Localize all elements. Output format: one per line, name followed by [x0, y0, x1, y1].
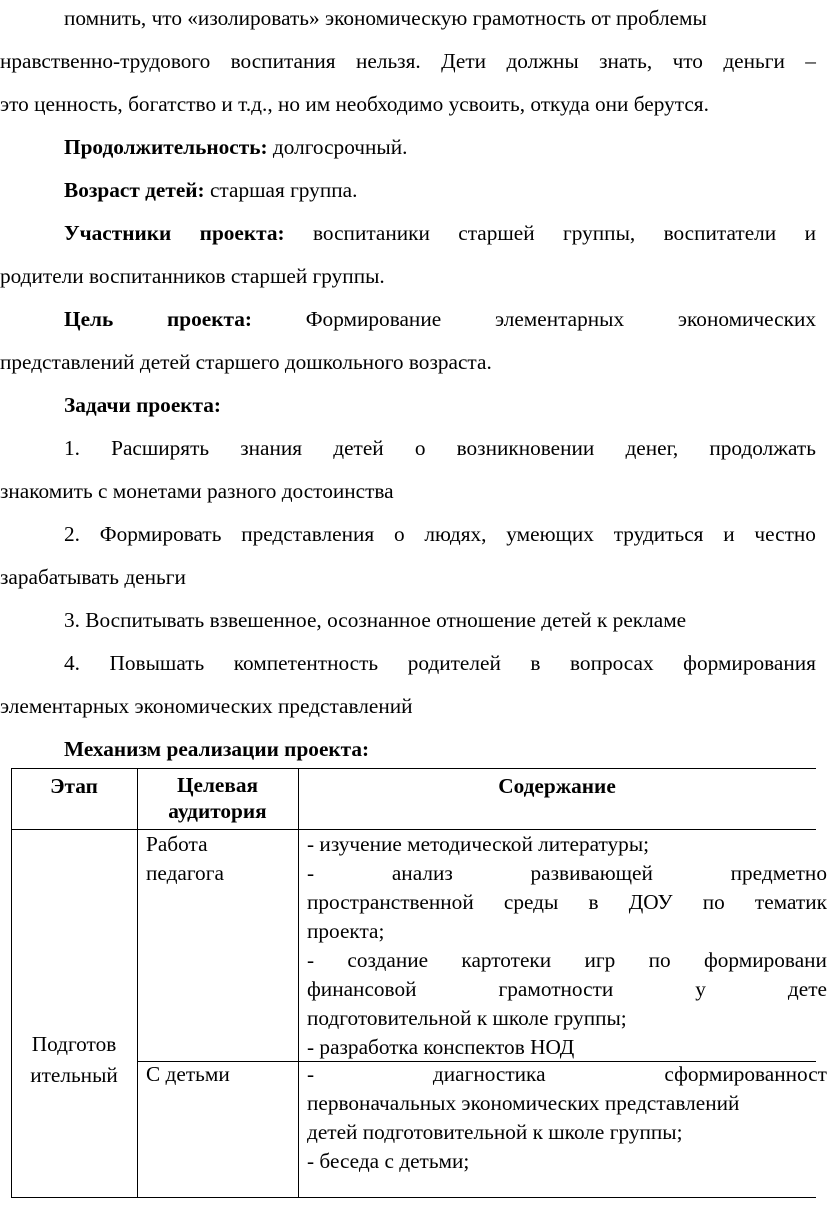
row1-content-line-1: - изучение методической литературы;	[307, 832, 650, 856]
stage-cell	[11, 1029, 137, 1091]
word: честно	[754, 522, 816, 546]
tasks-heading: Задачи проекта:	[64, 393, 222, 417]
word: что	[672, 49, 703, 73]
word: сформированност	[664, 1062, 827, 1086]
intro-line-3: это ценность, богатство и т.д., но им необходимо усвоить, откуда они берутся.	[0, 92, 709, 116]
word: -	[307, 948, 315, 972]
row2-content-line-1	[307, 1060, 827, 1089]
word: в	[588, 890, 599, 914]
word: 2.	[64, 522, 80, 546]
word: по	[702, 890, 725, 914]
word: 1.	[64, 436, 80, 460]
header-stage: Этап	[50, 774, 98, 798]
word: знания	[240, 436, 303, 460]
row2-content-line-2: первоначальных экономических представлений	[307, 1091, 740, 1115]
header-audience-line-1: Целевая	[176, 773, 259, 797]
word: ДОУ	[628, 890, 673, 914]
word: формирования	[683, 651, 816, 675]
participants-line-2: родители воспитанников старшей группы.	[0, 264, 385, 288]
header-content: Содержание	[498, 774, 616, 798]
word: воспитания	[230, 49, 336, 73]
task-4-line-1	[64, 651, 816, 675]
word: финансовой	[307, 977, 417, 1001]
intro-line-1: помнить, что «изолировать» экономическую грамотность от проблемы	[64, 6, 707, 30]
word: у	[695, 977, 706, 1001]
age-paragraph	[64, 178, 357, 202]
word: о	[393, 522, 405, 546]
word: компетентность	[233, 651, 379, 675]
word: диагностика	[432, 1062, 546, 1086]
row1-content-line-7: подготовительной к школе группы;	[307, 1006, 627, 1030]
word: Повышать	[109, 651, 205, 675]
word: среды	[503, 890, 559, 914]
duration-paragraph	[64, 135, 407, 159]
intro-line-2	[0, 49, 816, 73]
word: пространственной	[307, 890, 474, 914]
task-1-line-1	[64, 436, 816, 460]
word: Расширять	[111, 436, 210, 460]
word: денег,	[625, 436, 679, 460]
task-2-line-2: зарабатывать деньги	[0, 565, 186, 589]
row1-audience-line-2: педагога	[146, 861, 224, 885]
task-3: 3. Воспитывать взвешенное, осознанное отношение детей к рекламе	[64, 608, 687, 632]
word: Участники	[64, 221, 172, 245]
header-audience-line-2: аудитория	[168, 799, 267, 823]
word: и	[804, 221, 816, 245]
word: возникновении	[456, 436, 595, 460]
word: по	[648, 948, 671, 972]
word: нравственно-трудового	[0, 49, 211, 73]
row1-audience-line-1: Работа	[146, 832, 208, 856]
age-value: старшая группа.	[204, 178, 358, 202]
word: воспитатели	[663, 221, 777, 245]
word: нельзя.	[355, 49, 421, 73]
word: Формирование	[305, 307, 442, 331]
word: людях,	[424, 522, 487, 546]
stage-line-2: ительный	[30, 1063, 118, 1087]
word: группы,	[563, 221, 636, 245]
duration-label: Продолжительность:	[64, 135, 268, 159]
word: и	[723, 522, 735, 546]
row2-content-line-3: детей подготовительной к школе группы;	[307, 1120, 683, 1144]
word: должны	[506, 49, 579, 73]
duration-value: долгосрочный.	[267, 135, 408, 159]
row1-content-line-8: - разработка конспектов НОД	[307, 1035, 575, 1059]
header-audience	[137, 772, 298, 824]
word: Формировать	[99, 522, 222, 546]
word: умеющих	[506, 522, 594, 546]
table-border-left	[11, 768, 12, 1198]
word: -	[307, 1062, 315, 1086]
age-label: Возраст детей:	[64, 178, 205, 202]
row1-content-line-4: проекта;	[307, 919, 385, 943]
word: анализ	[391, 861, 453, 885]
row2-content-line-4: - беседа с детьми;	[307, 1149, 470, 1173]
row1-content-line-5	[307, 946, 827, 975]
word: о	[414, 436, 426, 460]
word: дете	[787, 977, 827, 1001]
word: создание	[347, 948, 429, 972]
task-4-line-2: элементарных экономических представлений	[0, 694, 413, 718]
goal-line-2: представлений детей старшего дошкольного возраста.	[0, 350, 492, 374]
word: воспитаники	[313, 221, 430, 245]
stage-line-1: Подготов	[31, 1032, 117, 1056]
word: проекта:	[167, 307, 252, 331]
word: продолжать	[709, 436, 816, 460]
word: Дети	[441, 49, 487, 73]
word: -	[307, 861, 315, 885]
word: развивающей	[530, 861, 653, 885]
word: в	[530, 651, 541, 675]
word: представления	[241, 522, 375, 546]
word: 4.	[64, 651, 80, 675]
row1-content-line-3	[307, 888, 827, 917]
row1-audience	[146, 830, 224, 888]
word: Цель	[64, 307, 114, 331]
row2-content	[307, 1060, 827, 1176]
word: трудиться	[613, 522, 704, 546]
word: деньги	[723, 49, 785, 73]
task-2-line-1	[64, 522, 816, 546]
table-border-col2	[298, 768, 299, 1198]
word: детей	[333, 436, 384, 460]
table-border-bottom	[11, 1197, 816, 1198]
participants-line-1	[64, 221, 816, 245]
goal-line-1	[64, 307, 816, 331]
word: элементарных	[494, 307, 625, 331]
row1-content-line-6	[307, 975, 827, 1004]
row2-audience: С детьми	[146, 1062, 230, 1086]
word: проекта:	[199, 221, 285, 245]
word: картотеки	[461, 948, 552, 972]
word: вопросах	[570, 651, 654, 675]
word: тематик	[754, 890, 827, 914]
word: экономических	[677, 307, 816, 331]
word: игр	[584, 948, 616, 972]
word: старшей	[458, 221, 535, 245]
word: родителей	[407, 651, 501, 675]
word: грамотности	[498, 977, 614, 1001]
word: знать,	[599, 49, 653, 73]
word: предметно	[730, 861, 827, 885]
task-1-line-2: знакомить с монетами разного достоинства	[0, 479, 394, 503]
table-border-top	[11, 768, 816, 769]
word: –	[805, 49, 816, 73]
row1-content-line-2	[307, 859, 827, 888]
table-border-col1	[137, 768, 138, 1198]
mechanism-heading: Механизм реализации проекта:	[64, 737, 370, 761]
row1-content	[307, 830, 827, 1062]
word: формировани	[703, 948, 827, 972]
